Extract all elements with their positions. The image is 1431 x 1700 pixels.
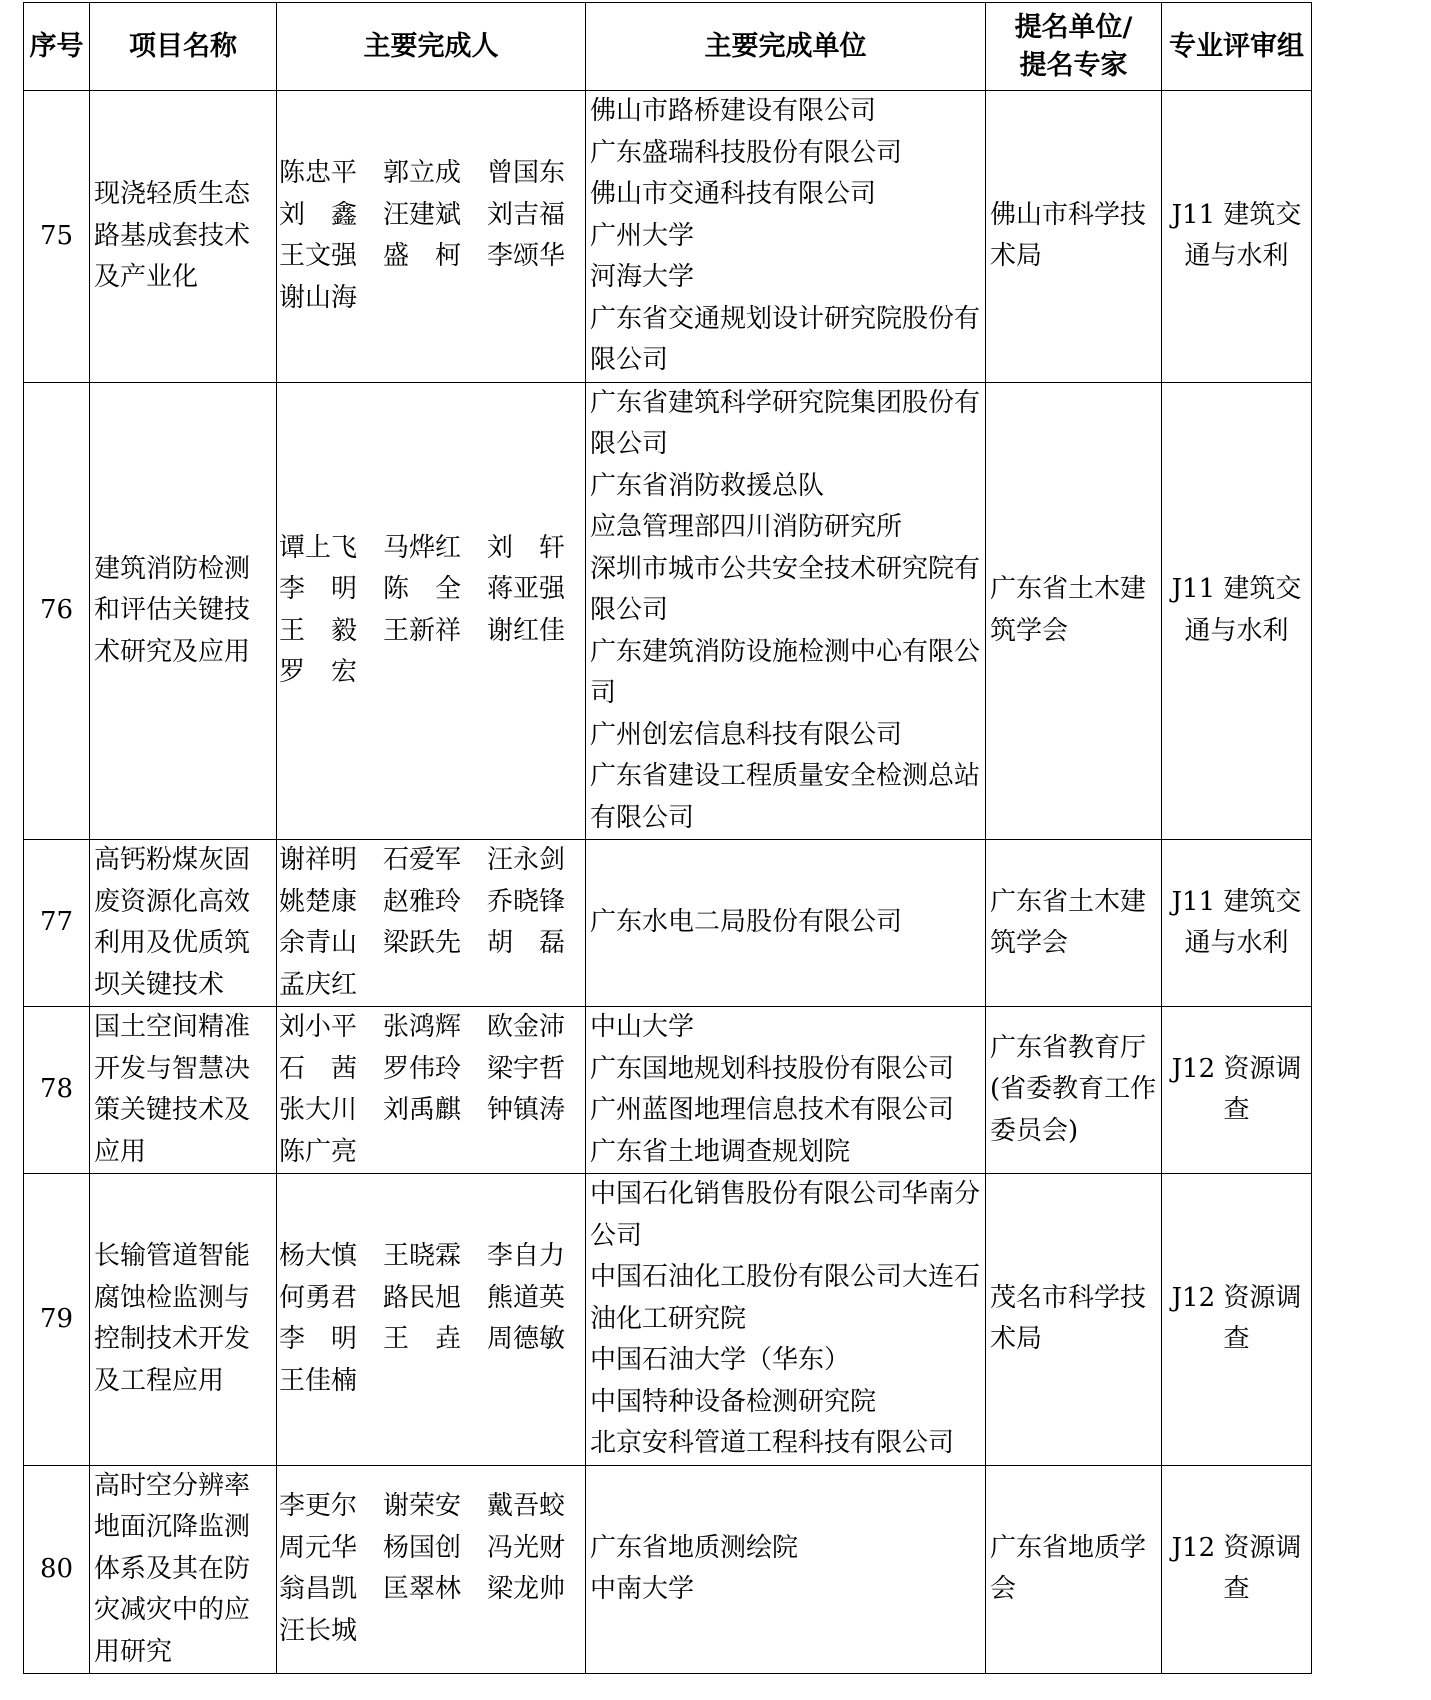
row-nominator: 广东省教育厅(省委教育工作委员会) [986,1007,1162,1174]
row-nominator: 广东省土木建筑学会 [986,382,1162,840]
unit-line: 广东省建筑科学研究院集团股份有 [590,387,981,418]
table-row [24,382,1312,840]
unit-line: 广东省地质测绘院 [590,1532,799,1563]
unit-line: 油化工研究院 [590,1303,747,1334]
row-seq: 77 [24,840,90,1007]
unit-line: 限公司 [590,429,669,459]
person-name: 乔晓锋 [487,886,566,917]
row-main-units [586,1174,986,1466]
person-name: 谢红佳 [487,615,566,646]
unit-line: 应急管理部四川消防研究所 [590,512,903,542]
header-project-name: 项目名称 [90,3,277,91]
person-name: 王佳楠 [279,1365,358,1396]
row-main-units [586,382,986,840]
row-main-persons [277,1465,586,1674]
row-main-persons [277,1007,586,1174]
person-name: 翁昌凯 [279,1574,358,1605]
row-project-name: 高时空分辨率地面沉降监测体系及其在防灾减灾中的应用研究 [90,1465,277,1674]
unit-line: 广东国地规划科技股份有限公司 [590,1053,955,1084]
unit-line: 中南大学 [590,1574,695,1605]
person-name: 盛 柯 [383,241,462,272]
unit-line: 中国石化销售股份有限公司华南分 [590,1179,981,1209]
person-name: 李自力 [487,1241,566,1272]
table-row [24,1174,1312,1466]
unit-line: 限公司 [590,345,669,375]
row-project-name: 现浇轻质生态路基成套技术及产业化 [90,91,277,383]
person-name: 谢山海 [279,282,358,313]
row-seq: 79 [24,1174,90,1466]
row-main-persons [277,840,586,1007]
person-name: 胡 磊 [487,928,566,958]
row-nominator: 佛山市科学技术局 [986,91,1162,383]
unit-line: 中国石油化工股份有限公司大连石 [590,1262,981,1292]
row-seq: 75 [24,91,90,383]
table-row [24,1465,1312,1674]
header-seq: 序号 [24,3,90,91]
row-project-name: 国土空间精准开发与智慧决策关键技术及应用 [90,1007,277,1174]
table-row [24,91,1312,383]
person-name: 李 明 [279,1324,358,1355]
header-nominator-line-2: 提名专家 [1019,49,1128,81]
person-name: 刘 轩 [487,532,566,563]
person-name: 刘 鑫 [279,199,358,230]
row-review-group: J12 资源调查 [1162,1465,1312,1674]
unit-line: 深圳市城市公共安全技术研究院有 [590,553,981,584]
person-name: 王 垚 [383,1324,462,1355]
person-name: 陈 全 [383,574,462,605]
person-name: 张大川 [279,1095,358,1125]
person-name: 刘小平 [279,1012,358,1042]
person-name: 蒋亚强 [487,574,566,605]
person-name: 谢祥明 [279,845,358,875]
person-name: 梁跃先 [383,928,462,958]
person-name: 谭上飞 [279,532,358,563]
header-row [24,3,1312,91]
row-nominator: 广东省土木建筑学会 [986,840,1162,1007]
unit-line: 佛山市路桥建设有限公司 [590,96,877,126]
person-name: 梁宇哲 [487,1053,566,1084]
person-name: 李更尔 [279,1491,358,1522]
person-name: 梁龙帅 [487,1574,566,1605]
person-name: 曾国东 [487,158,566,189]
unit-line: 广州大学 [590,220,695,251]
header-nominator [986,3,1162,91]
table-body [24,91,1312,1674]
unit-line: 有限公司 [590,802,695,833]
person-name: 李颂华 [487,241,566,272]
person-name: 郭立成 [383,158,462,189]
row-main-persons [277,1174,586,1466]
person-list [279,1236,583,1402]
person-name: 王新祥 [383,615,462,646]
person-list [279,153,583,319]
row-review-group: J12 资源调查 [1162,1174,1312,1466]
person-name: 何勇君 [279,1282,358,1313]
person-name: 王晓霖 [383,1241,462,1272]
header-main-persons: 主要完成人 [277,3,586,91]
unit-line: 广东建筑消防设施检测中心有限公 [590,636,981,667]
person-name: 熊道英 [487,1282,566,1313]
unit-line: 司 [590,678,617,708]
unit-line: 河海大学 [590,262,695,292]
row-main-units [586,1465,986,1674]
row-main-units [586,91,986,383]
person-name: 戴吾蛟 [487,1491,566,1522]
row-main-persons [277,382,586,840]
unit-line: 广东省土地调查规划院 [590,1136,851,1167]
person-name: 王 毅 [279,615,358,646]
unit-line: 广东省建设工程质量安全检测总站 [590,761,981,791]
header-main-units: 主要完成单位 [586,3,986,91]
row-project-name: 高钙粉煤灰固废资源化高效利用及优质筑坝关键技术 [90,840,277,1007]
person-name: 欧金沛 [487,1012,566,1042]
person-name: 孟庆红 [279,969,358,1000]
person-list [279,840,583,1006]
unit-line: 广东省交通规划设计研究院股份有 [590,303,981,334]
row-main-units [586,1007,986,1174]
person-name: 罗 宏 [279,657,358,688]
row-seq: 76 [24,382,90,840]
person-name: 罗伟玲 [383,1053,462,1084]
row-project-name: 长输管道智能腐蚀检监测与控制技术开发及工程应用 [90,1174,277,1466]
header-review-group: 专业评审组 [1162,3,1312,91]
unit-line: 广州蓝图地理信息技术有限公司 [590,1095,955,1125]
table-row [24,1007,1312,1174]
unit-line: 广东省消防救援总队 [590,470,825,501]
unit-line: 广东水电二局股份有限公司 [590,907,903,938]
person-list [279,1007,583,1173]
person-name: 周德敏 [487,1324,566,1355]
person-name: 冯光财 [487,1532,566,1563]
row-main-units [586,840,986,1007]
unit-line: 中国石油大学（华东） [590,1345,851,1375]
person-name: 杨国创 [383,1532,462,1563]
person-name: 周元华 [279,1532,358,1563]
person-name: 钟镇涛 [487,1095,566,1125]
person-list [279,1486,583,1652]
unit-line: 广州创宏信息科技有限公司 [590,719,903,750]
row-main-persons [277,91,586,383]
person-name: 刘禹麒 [383,1095,462,1125]
person-name: 马烨红 [383,532,462,563]
person-name: 余青山 [279,928,358,958]
person-name: 石爱军 [383,845,462,875]
person-name: 张鸿辉 [383,1012,462,1042]
unit-line: 限公司 [590,595,669,625]
person-name: 谢荣安 [383,1491,462,1522]
person-name: 李 明 [279,574,358,605]
person-name: 汪长城 [279,1615,358,1646]
unit-line: 北京安科管道工程科技有限公司 [590,1428,955,1458]
person-name: 刘吉福 [487,199,566,230]
person-name: 陈广亮 [279,1136,358,1167]
person-name: 路民旭 [383,1282,462,1313]
person-name: 王文强 [279,241,358,272]
unit-line: 公司 [590,1220,643,1251]
person-name: 石 茜 [279,1053,358,1084]
row-review-group: J11 建筑交通与水利 [1162,382,1312,840]
unit-line: 广东盛瑞科技股份有限公司 [590,137,903,168]
row-review-group: J11 建筑交通与水利 [1162,91,1312,383]
person-name: 匡翠林 [383,1574,462,1605]
row-seq: 78 [24,1007,90,1174]
unit-line: 中国特种设备检测研究院 [590,1386,877,1417]
unit-line: 佛山市交通科技有限公司 [590,179,877,209]
table-row [24,840,1312,1007]
person-name: 陈忠平 [279,158,358,189]
person-name: 杨大慎 [279,1241,358,1272]
person-name: 姚楚康 [279,886,358,917]
row-nominator: 茂名市科学技术局 [986,1174,1162,1466]
person-name: 汪建斌 [383,199,462,230]
row-nominator: 广东省地质学会 [986,1465,1162,1674]
awards-table [23,2,1312,1674]
row-project-name: 建筑消防检测和评估关键技术研究及应用 [90,382,277,840]
row-review-group: J11 建筑交通与水利 [1162,840,1312,1007]
person-list [279,528,583,694]
row-seq: 80 [24,1465,90,1674]
header-nominator-line-1: 提名单位/ [1014,11,1133,43]
row-review-group: J12 资源调查 [1162,1007,1312,1174]
person-name: 汪永剑 [487,845,566,875]
person-name: 赵雅玲 [383,886,462,917]
unit-line: 中山大学 [590,1012,695,1042]
